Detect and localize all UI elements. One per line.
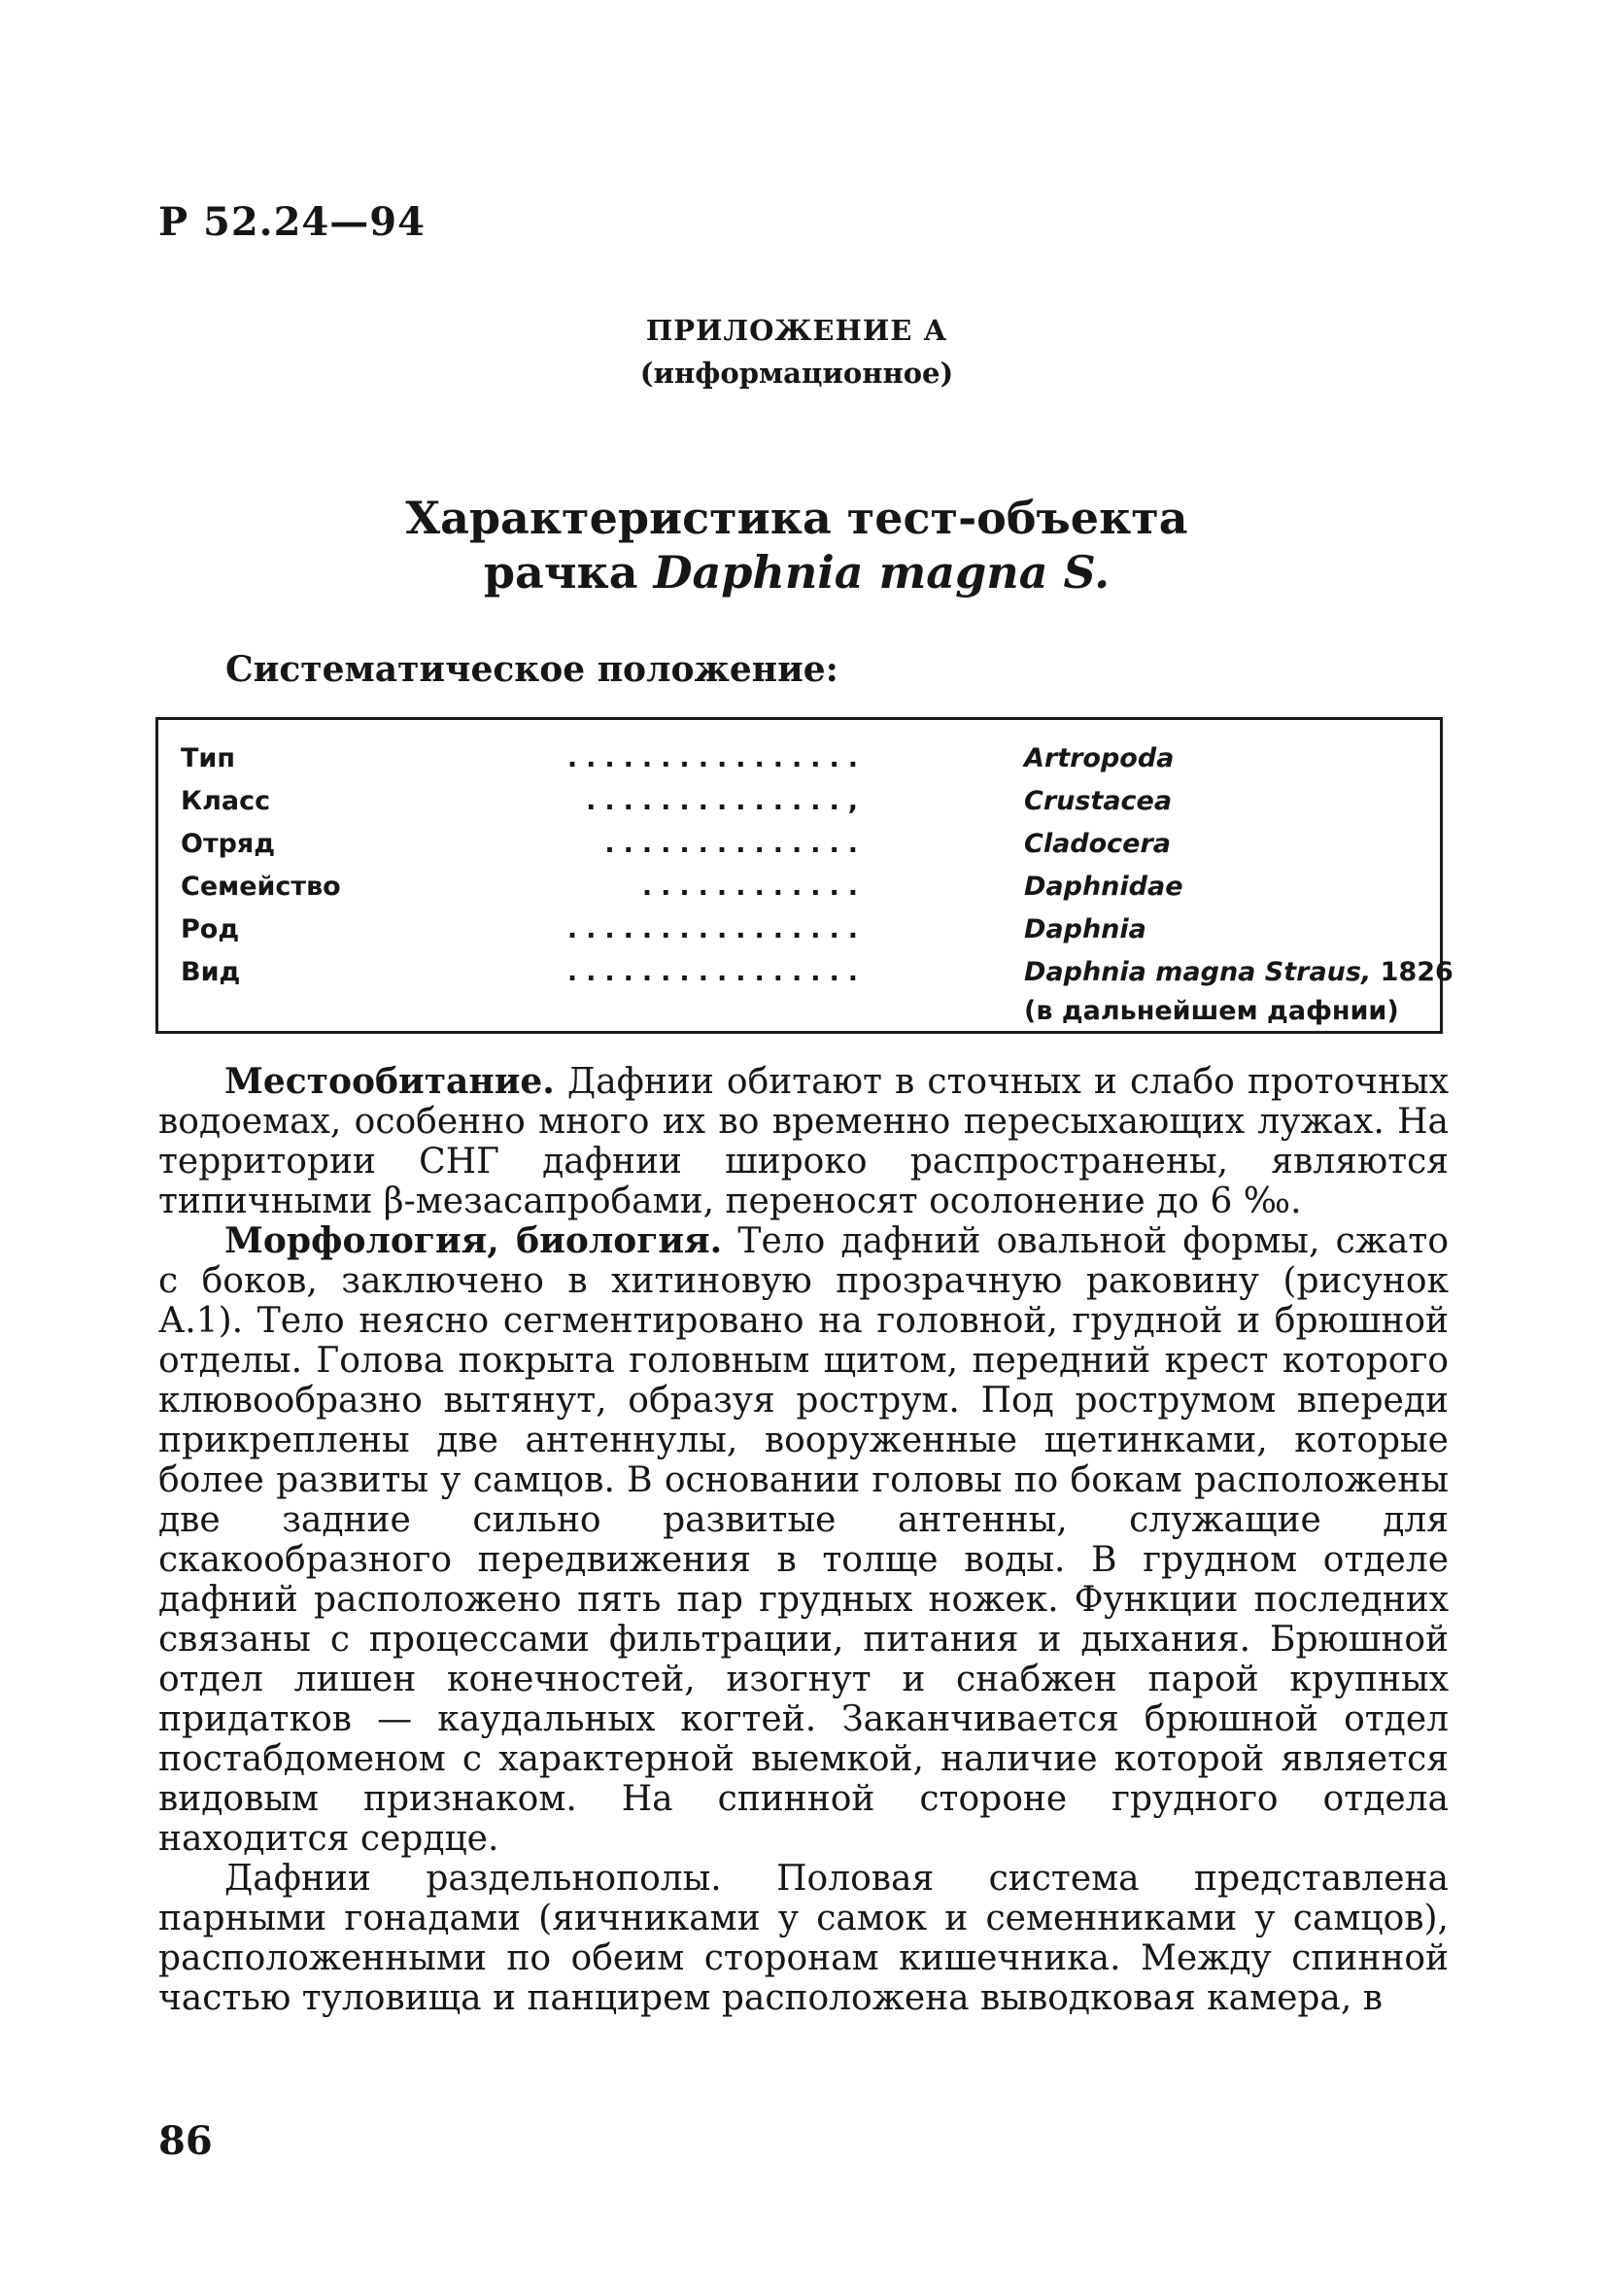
page-title — [291, 491, 1302, 600]
species-year: 1826 — [1380, 957, 1453, 987]
paragraph-text: Дафнии раздельнополы. Половая система представлена парными гонадами (яичниками у самок и семенниками у самцов), расположенными по обеим сторонам кишечника. Между спинной частью туловища и панцирем расположена выводковая камера, в — [158, 1859, 1449, 2018]
appendix-title: ПРИЛОЖЕНИЕ А — [645, 314, 948, 347]
leader-dots: ................ — [566, 957, 867, 987]
paragraph-habitat — [158, 1062, 1449, 1221]
taxonomy-name — [1024, 957, 1453, 987]
taxonomy-row — [181, 872, 1420, 910]
systematic-heading: Систематическое положение: — [225, 649, 838, 690]
appendix-type: (информационное) — [639, 357, 954, 390]
page-number: 86 — [158, 2118, 213, 2164]
appendix-heading — [544, 309, 1049, 394]
taxonomy-name: Cladocera — [1024, 829, 1172, 859]
leader-dots: ............ — [641, 872, 867, 902]
paragraph-lead: Морфология, биология. — [224, 1220, 723, 1261]
paragraph-lead: Местообитание. — [224, 1061, 555, 1102]
document-code: Р 52.24—94 — [158, 199, 426, 245]
paragraph-text: Дафнии обитают в сточных и слабо проточных водоемах, особенно много их во временно пересыхающих лужах. На территории СНГ дафнии широко распространены, являются типичными β-мезасапробами, переносят осолонение до 6 ‰. — [158, 1062, 1449, 1221]
paragraph-text: Тело дафний овальной формы, сжато с боков, заключено в хитиновую прозрачную раковину (рисунок А.1). Тело неясно сегментировано на головной, грудной и брюшной отделы. Голова покрыта головным щитом, передний крест которого клювообразно вытянут, образуя рострум. Под рострумом впереди прикреплены две антеннулы, вооруженные щетинками, которые более развиты у самцов. В основании головы по бокам расположены две задние сильно развитые антенны, служащие для скакообразного передвижения в толще воды. В грудном отделе дафний расположено пять пар грудных ножек. Функции последних связаны с процессами фильтрации, питания и дыхания. Брюшной отдел лишен конечностей, изогнут и снабжен парой крупных придатков — каудальных когтей. Заканчивается брюшной отдел постабдоменом с характерной выемкой, наличие которой является видовым признаком. На спинной стороне грудного отдела находится сердце. — [158, 1221, 1449, 1859]
taxonomy-rank: Тип — [181, 743, 235, 773]
taxonomy-rank: Отряд — [181, 829, 276, 859]
title-line-1: Характеристика тест-объекта — [405, 492, 1188, 544]
title-prefix: рачка — [483, 546, 654, 599]
taxonomy-name: Daphnia — [1024, 914, 1146, 944]
taxonomy-name: Crustacea — [1024, 786, 1173, 816]
leader-dots: ................ — [566, 743, 867, 773]
species-name: Daphnia magna Straus, — [1024, 957, 1372, 987]
taxonomy-name: Artropoda — [1024, 743, 1175, 773]
taxonomy-rank: Семейство — [181, 872, 341, 902]
taxonomy-row — [181, 786, 1420, 825]
species-note: (в дальнейшем дафнии) — [1024, 996, 1399, 1026]
taxonomy-row — [181, 957, 1453, 1035]
body-text — [158, 1062, 1449, 2018]
title-line-2 — [291, 545, 1302, 600]
taxonomy-row — [181, 914, 1420, 953]
taxonomy-rank: Род — [181, 914, 240, 944]
leader-dots: ................ — [566, 914, 867, 944]
taxonomy-rank: Вид — [181, 957, 241, 987]
paragraph-reproduction — [158, 1859, 1449, 2018]
taxonomy-table — [155, 717, 1453, 1034]
leader-dots: .............., — [586, 786, 867, 816]
taxonomy-name: Daphnidae — [1024, 872, 1183, 902]
paragraph-morphology — [158, 1221, 1449, 1859]
taxonomy-row — [181, 829, 1420, 868]
taxonomy-rank: Класс — [181, 786, 271, 816]
title-latin-name: Daphnia magna S. — [653, 546, 1111, 599]
taxonomy-row — [181, 743, 1420, 782]
leader-dots: .............. — [604, 829, 867, 859]
